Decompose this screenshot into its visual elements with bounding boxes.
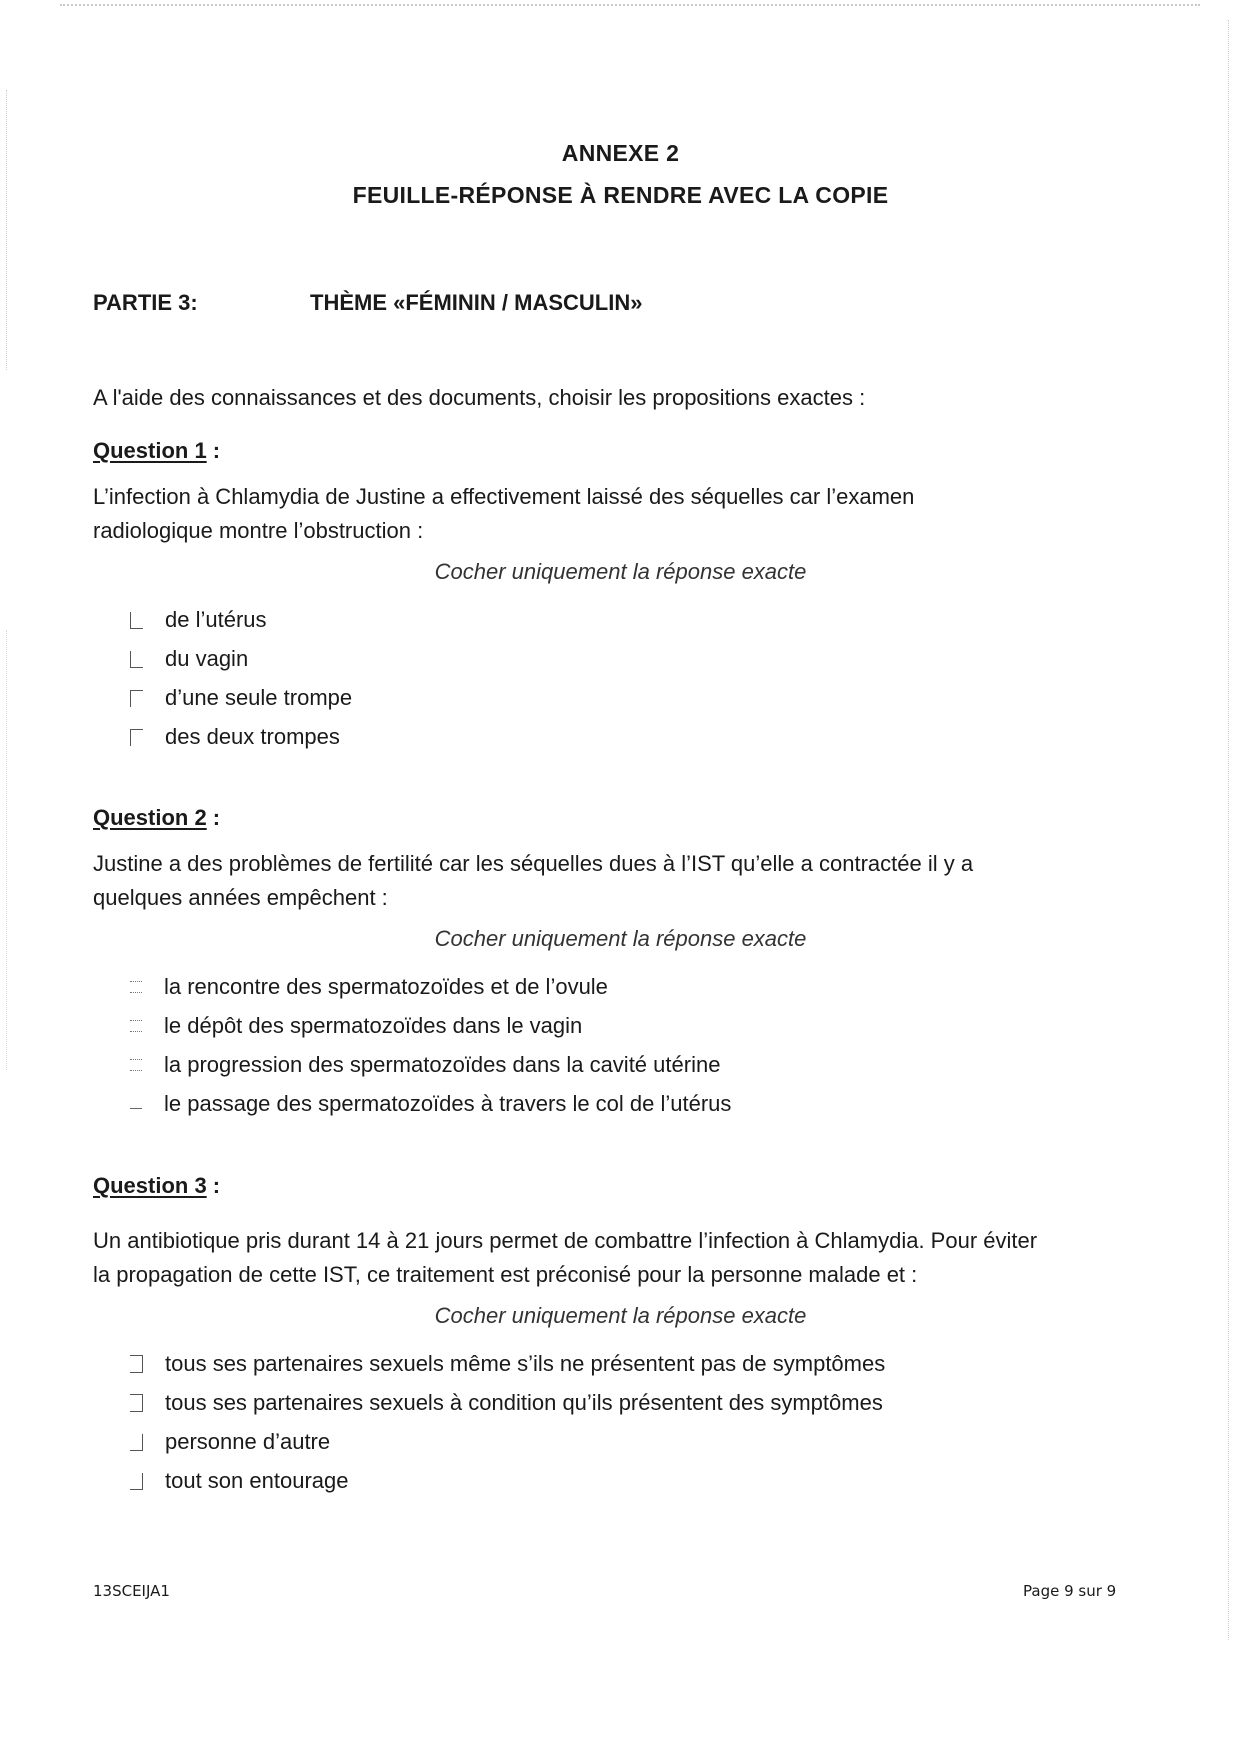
question-2-title: Question 2 : [93,805,221,830]
scan-artifact-left [6,90,7,370]
question-3-option-4[interactable]: tout son entourage [130,1464,348,1498]
question-3-instruction: Cocher uniquement la réponse exacte [434,1303,807,1328]
checkbox-icon[interactable] [130,690,143,707]
question-2-option-3[interactable]: la progression des spermatozoïdes dans la cavité utérine [130,1048,720,1082]
part-label: PARTIE 3: [93,290,198,315]
checkbox-icon[interactable] [130,1020,142,1032]
question-2-option-1[interactable]: la rencontre des spermatozoïdes et de l’ovule [130,970,608,1004]
question-2-option-4[interactable]: le passage des spermatozoïdes à travers le col de l’utérus [130,1087,731,1121]
question-1-option-1[interactable]: de l’utérus [130,603,267,637]
checkbox-icon[interactable] [130,1473,143,1490]
question-1-option-4[interactable]: des deux trompes [130,720,340,754]
checkbox-icon[interactable] [130,1059,142,1071]
checkbox-icon[interactable] [130,1100,142,1109]
part-theme: THÈME «FÉMININ / MASCULIN» [310,290,643,315]
checkbox-icon[interactable] [130,612,143,629]
question-3-option-3[interactable]: personne d’autre [130,1425,330,1459]
question-1-text-line-2: radiologique montre l’obstruction : [93,518,424,543]
sheet-subtitle: FEUILLE-RÉPONSE À RENDRE AVEC LA COPIE [352,182,889,208]
question-2-instruction: Cocher uniquement la réponse exacte [434,926,807,951]
question-1-option-2[interactable]: du vagin [130,642,248,676]
question-1-title: Question 1 : [93,438,221,463]
footer-page-number: Page 9 sur 9 [1023,1582,1117,1600]
question-3-option-2[interactable]: tous ses partenaires sexuels à condition qu’ils présentent des symptômes [130,1386,883,1420]
checkbox-icon[interactable] [130,1434,143,1451]
checkbox-icon[interactable] [130,729,143,746]
scan-artifact-top [60,4,1200,6]
checkbox-icon[interactable] [130,1355,143,1373]
intro-text: A l'aide des connaissances et des documents, choisir les propositions exactes : [93,385,866,410]
checkbox-icon[interactable] [130,981,142,993]
question-1-instruction: Cocher uniquement la réponse exacte [434,559,807,584]
question-1-text-line-1: L’infection à Chlamydia de Justine a effectivement laissé des séquelles car l’examen [93,484,915,509]
question-2-option-2[interactable]: le dépôt des spermatozoïdes dans le vagin [130,1009,582,1043]
question-1-option-3[interactable]: d’une seule trompe [130,681,352,715]
question-2-text-line-2: quelques années empêchent : [93,885,388,910]
question-2-text-line-1: Justine a des problèmes de fertilité car les séquelles dues à l’IST qu’elle a contractée il y a [93,851,974,876]
checkbox-icon[interactable] [130,651,143,668]
question-3-option-1[interactable]: tous ses partenaires sexuels même s’ils ne présentent pas de symptômes [130,1347,885,1381]
annex-title: ANNEXE 2 [561,140,680,166]
footer-code: 13SCEIJA1 [93,1582,170,1600]
scan-artifact-right [1228,20,1229,1640]
question-3-text-line-1: Un antibiotique pris durant 14 à 21 jours permet de combattre l’infection à Chlamydia. Pour éviter [93,1228,1038,1253]
scan-artifact-left-lower [6,630,7,1070]
question-3-text-line-2: la propagation de cette IST, ce traitement est préconisé pour la personne malade et : [93,1262,918,1287]
checkbox-icon[interactable] [130,1394,143,1412]
question-3-title: Question 3 : [93,1173,221,1198]
